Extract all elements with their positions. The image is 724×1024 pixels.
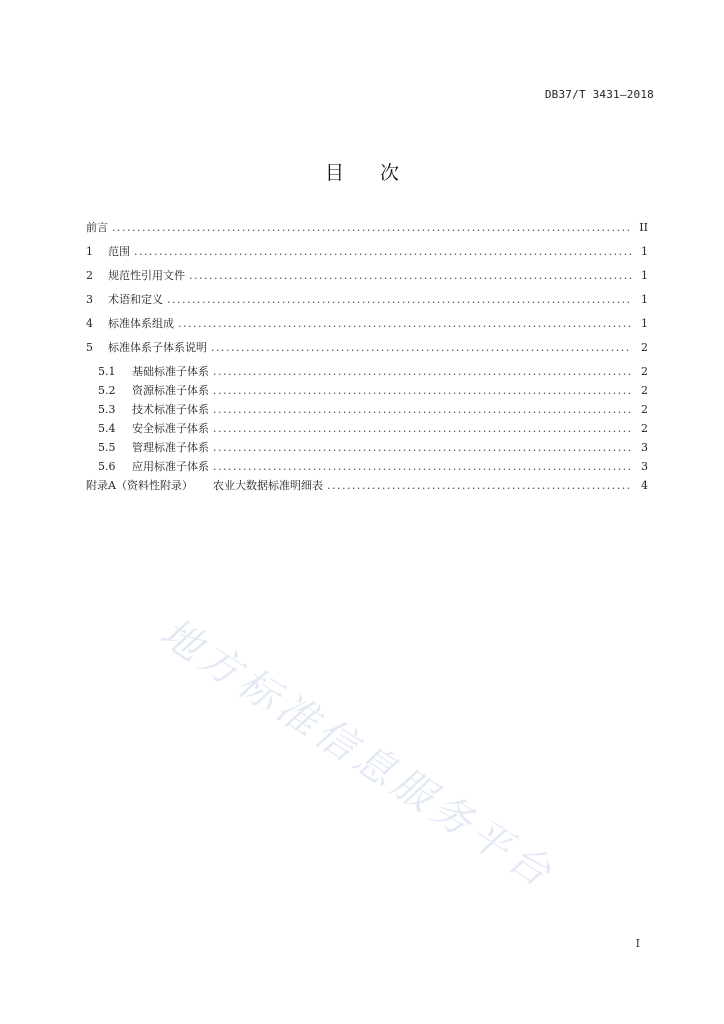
toc-entry-label: 管理标准子体系: [132, 441, 209, 454]
toc-entry-number: 5.4: [98, 422, 116, 435]
toc-entry-label: 技术标准子体系: [132, 403, 209, 416]
toc-entry-page: 2: [641, 341, 648, 354]
toc-entry-page: 1: [641, 245, 648, 258]
toc-entry-2[interactable]: [86, 266, 648, 285]
page-number: I: [635, 937, 640, 950]
toc-dot-leader: [213, 438, 632, 457]
toc-entry-number: 5: [86, 341, 93, 354]
toc-entry-page: 1: [641, 293, 648, 306]
toc-dot-leader: [213, 457, 632, 476]
toc-dot-leader: [134, 242, 632, 261]
toc-entry-label: 标准体系组成: [108, 317, 174, 330]
toc-entry-5-2[interactable]: [86, 381, 648, 400]
toc-entry-label: 范围: [108, 245, 130, 258]
toc-dot-leader: [213, 419, 632, 438]
toc-dot-leader: [167, 290, 632, 309]
toc-entry-page: 2: [641, 422, 648, 435]
toc-title-char-1: 目: [324, 162, 344, 184]
toc-entry-page: 1: [641, 269, 648, 282]
appendix-title: 农业大数据标准明细表: [212, 479, 323, 492]
toc-entry-page: 2: [641, 403, 648, 416]
toc-entry-page: 2: [641, 365, 648, 378]
toc-entry-page: II: [639, 221, 648, 234]
toc-dot-leader: [213, 381, 632, 400]
toc-entry-page: 3: [641, 441, 648, 454]
toc-entry-1[interactable]: [86, 242, 648, 261]
toc-entry-5-5[interactable]: [86, 438, 648, 457]
toc-dot-leader: [178, 314, 632, 333]
standard-code: DB37/T 3431—2018: [544, 88, 654, 101]
toc-dot-leader: [112, 218, 632, 237]
appendix-designation: 附录A（资料性附录）: [86, 479, 193, 492]
toc-entry-label: 术语和定义: [108, 293, 163, 306]
toc-entry-label: 标准体系子体系说明: [108, 341, 207, 354]
watermark: 地方标准信息服务平台: [152, 609, 563, 899]
toc-dot-leader: [211, 338, 632, 357]
toc-title: [0, 158, 724, 185]
toc-entry-label: 资源标准子体系: [132, 384, 209, 397]
table-of-contents: [86, 218, 648, 500]
toc-entry-number: 4: [86, 317, 93, 330]
toc-entry-page: 2: [641, 384, 648, 397]
toc-entry-number: 2: [86, 269, 93, 282]
toc-dot-leader: [327, 476, 632, 495]
toc-dot-leader: [213, 362, 632, 381]
toc-entry-label: 基础标准子体系: [132, 365, 209, 378]
toc-dot-leader: [213, 400, 632, 419]
toc-entry-number: 1: [86, 245, 93, 258]
toc-title-char-2: 次: [380, 162, 400, 184]
toc-entry-number: 3: [86, 293, 93, 306]
toc-entry-4[interactable]: [86, 314, 648, 333]
toc-entry-preface[interactable]: [86, 218, 648, 237]
toc-entry-number: 5.3: [98, 403, 116, 416]
toc-entry-5-6[interactable]: [86, 457, 648, 476]
toc-entry-appendix-a[interactable]: [86, 476, 648, 495]
toc-entry-label: 安全标准子体系: [132, 422, 209, 435]
toc-entry-number: 5.2: [98, 384, 116, 397]
toc-entry-number: 5.6: [98, 460, 116, 473]
toc-entry-label: 规范性引用文件: [108, 269, 185, 282]
toc-entry-5-3[interactable]: [86, 400, 648, 419]
toc-entry-page: 4: [641, 479, 648, 492]
toc-entry-page: 1: [641, 317, 648, 330]
toc-entry-label: 前言: [86, 221, 108, 234]
toc-entry-number: 5.1: [98, 365, 116, 378]
toc-entry-5[interactable]: [86, 338, 648, 357]
toc-entry-5-4[interactable]: [86, 419, 648, 438]
toc-entry-page: 3: [641, 460, 648, 473]
toc-entry-number: 5.5: [98, 441, 116, 454]
toc-dot-leader: [189, 266, 632, 285]
toc-entry-3[interactable]: [86, 290, 648, 309]
toc-entry-label: 应用标准子体系: [132, 460, 209, 473]
toc-entry-5-1[interactable]: [86, 362, 648, 381]
toc-entry-label: [86, 476, 323, 495]
